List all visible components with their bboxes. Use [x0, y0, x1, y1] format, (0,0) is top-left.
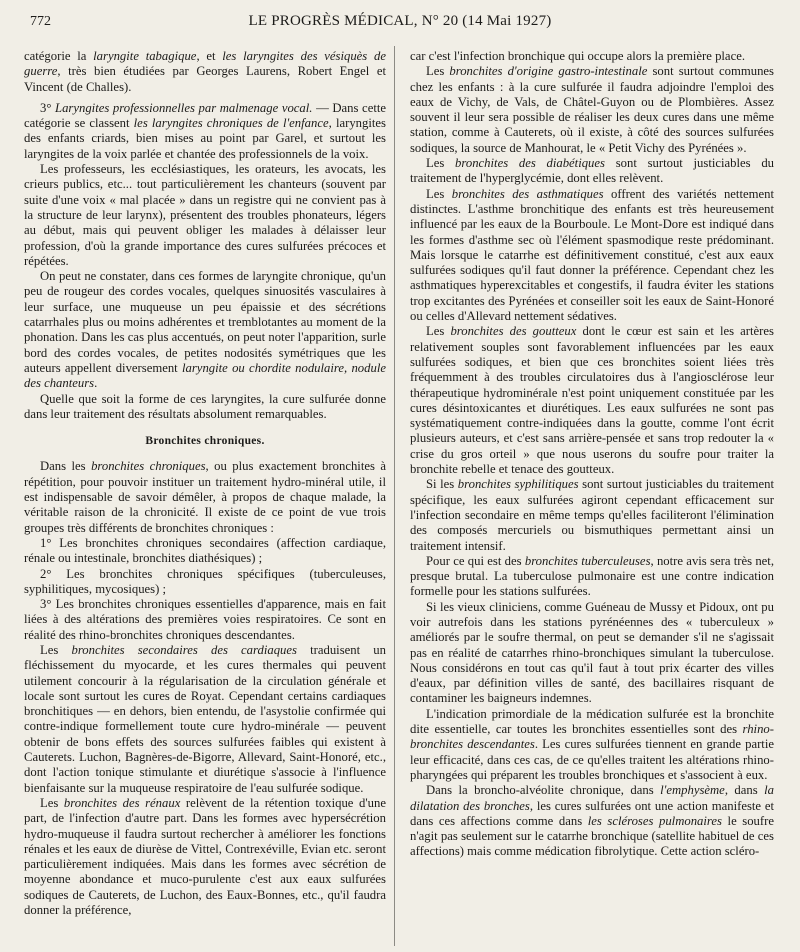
paragraph: Les bronchites des rénaux relèvent de la rétention toxique d'une part, de l'infection d'autre part. Dans les formes avec hypersécrétion hydro-muqueuse il faudra surtout rechercher à améliorer les fonctions rénales et les eaux de diurèse de Vittel, Contrexéville, Evian etc. seront particulièrement indiquées. Mais dans les formes avec sécrétion de moyenne abondance et muco-purulente c'est aux eaux sulfurées sodiques de Cauterets, de Luchon, des Eaux-Bonnes, etc., qu'il faudra donner la préférence,: [24, 795, 386, 918]
list-item: 3° Les bronchites chroniques essentielles d'apparence, mais en fait liées à des altérations des premières voies respiratoires. Ce sont en réalité des rhino-bronchites chroniques descendantes.: [24, 597, 386, 642]
page-header: [0, 0, 800, 40]
right-column: [410, 49, 774, 860]
paragraph: Dans la broncho-alvéolite chronique, dans l'emphysème, dans la dilatation des bronches, les cures sulfurées ont une action manifeste et dans ces affections comme dans les scléroses pulmonaires le soufre n'agit pas seulement sur le catarrhe bronchique (satellite habituel de ces affections) mais comme médication fibrolytique. Cette action scléro-: [410, 783, 774, 859]
paragraph: Les bronchites des goutteux dont le cœur est sain et les artères relativement souples sont favorablement influencées par les eaux sulfurées sodiques, et bien que ces bronchites soient liées très fréquemment à des troubles circulatoires dus à l'angiosclérose leur thérapeutique hydrominérale n'est point uniquement constituée par les cures désintoxicantes et diurétiques. Les eaux sulfurées ne sont pas systématiquement contre-indiquées dans la goutte, comme l'ont écrit plusieurs auteurs, et c'est sans arrière-pensée et sans trop redouter la « crise du gros orteil » que nous userons du soufre pour traiter la bronchite rebelle et tenace des goutteux.: [410, 324, 774, 477]
page-number: 772: [30, 14, 51, 29]
paragraph: Si les vieux cliniciens, comme Guéneau de Mussy et Pidoux, ont pu voir autrefois dans les stations pyrénéennes des « tuberculeux » améliorés par le soufre thermal, on peut se demander s'il ne s'agissait pas en réalité de catarrhes rhino-bronchiques simulant la tuberculose. Nous considérons en tout cas qu'il faut à tout prix écarter des villes d'eaux, par définition villes de santé, des bacillaires risquant de contaminer les baigneurs indemnes.: [410, 599, 774, 706]
paragraph: Les bronchites des asthmatiques offrent des variétés nettement distinctes. L'asthme bronchitique des enfants est très heureusement influencé par les eaux de la Bourboule. Le Mont-Dore est indiqué dans les formes d'asthme sec où l'élément spasmodique reste prédominant. Mais lorsque le catarrhe est définitivement constitué, c'est aux eaux sulfurées sodiques qu'il faut donner la préférence. Cependant chez les asthmatiques hyperexcitables et congestifs, il faudra éviter les stations trop excitantes des Pyrénées et conseiller soit les eaux de Saint-Honoré ou celles d'Allevard nettement sédatives.: [410, 186, 774, 324]
paragraph: Les professeurs, les ecclésiastiques, les orateurs, les avocats, les crieurs publics, etc... tout particulièrement les chanteurs (souvent par suite d'une voix « mal placée » dans un registre qui ne convient pas à la structure de leur larynx), présentent des troubles phonateurs, légers au début, mais qui peuvent obliger les malades à délaisser leur profession, d'où la grande importance des cures sulfurées précoces et répétées.: [24, 162, 386, 268]
paragraph: 3° Laryngites professionnelles par malmenage vocal. — Dans cette catégorie se classent les laryngites chroniques de l'enfance, laryngites des enfants criards, bien mises au point par Garel, et surtout les laryngites de la voix parlée et chantée des professionnels de la voix.: [24, 100, 387, 161]
paragraph: On peut ne constater, dans ces formes de laryngite chronique, qu'un peu de rougeur des cordes vocales, quelques sinuosités vasculaires à leur surface, une muqueuse un peu épaissie et des sécrétions catarrhales plus ou moins adhérentes et tremblotantes au moment de la phonation. Dans les cas plus accentués, on peut noter l'apparition, surle bord des cordes vocales, de petites nodosités symétriques que les auteurs appellent diversement laryngite ou chordite nodulaire, nodule des chanteurs.: [24, 269, 386, 391]
paragraph: Si les bronchites syphilitiques sont surtout justiciables du traitement spécifique, les eaux sulfurées agiront cependant efficacement sur l'infection secondaire en même temps qu'elles faciliteront l'élimination des composés mercuriels ou bismuthiques permettant ainsi un traitement intensif.: [410, 477, 774, 553]
paragraph: Quelle que soit la forme de ces laryngites, la cure sulfurée donne dans leur traitement des résultats absolument remarquables.: [24, 391, 386, 421]
list-item: 1° Les bronchites chroniques secondaires (affection cardiaque, rénale ou intestinale, bronchites diathésiques) ;: [24, 535, 386, 566]
paragraph: Les bronchites d'origine gastro-intestinale sont surtout communes chez les enfants : à la cure sulfurée il faudra adjoindre l'emploi des eaux de Vichy, de Vals, de Châtel-Guyon ou de Plombières. Assez souvent il leur sera possible de réaliser les deux cures dans une même station, comme à Cauterets, où il existe, à côté des sources sulfurées sodiques, la source de Manhourat, le « Petit Vichy des Pyrénées ».: [410, 64, 774, 155]
column-divider: [394, 46, 395, 946]
paragraph: L'indication primordiale de la médication sulfurée est la bronchite dite essentielle, car toutes les bronchites essentielles sont des rhino-bronchites descendantes. Les cures sulfurées tiennent en grande partie leur efficacité, dans ces cas, de ce qu'elles traitent les altérations rhino-pharyngées qui préparent les troubles bronchiques et s'associent à eux.: [410, 706, 774, 782]
paragraph: Pour ce qui est des bronchites tuberculeuses, notre avis sera très net, presque brutal. La tuberculose pulmonaire est une contre indication formelle pour les stations sulfurées.: [410, 553, 774, 599]
section-heading: Bronchites chroniques.: [145, 435, 265, 448]
left-column: [24, 49, 386, 918]
paragraph: catégorie la laryngite tabagique, et les laryngites des vésiquès de guerre, très bien étudiées par Georges Laurens, Robert Engel et Vincent (de Challes).: [24, 49, 386, 94]
paragraph: Dans les bronchites chroniques, ou plus exactement bronchites à répétition, pour pouvoir instituer un traitement hydro-minéral utile, il est indispensable de savoir démêler, à propos de chaque malade, la véritable raison de la chronicité. Il existe de ce point de vue trois groupes très différents de bronchites chroniques :: [24, 459, 386, 535]
paragraph: Les bronchites secondaires des cardiaques traduisent un fléchissement du myocarde, et les cures thermales qui peuvent utilement concourir à la régularisation de la circulation générale et locale sont surtout les cures de Royat. Cependant certains cardiaques bronchitiques — en dehors, bien entendu, de l'asystolie confirmée qui contre-indique formellement toute cure hydro-minérale — peuvent obtenir de bons effets des sources sulfurées faibles qui existent à Cauterets. Luchon, Bagnères-de-Bigorre, Allevard, Saint-Honoré, etc., dont l'action tonique stimulante et diurétique s'associe à l'influence bienfaisante sur la muqueuse respiratoire de l'eau sulfurée sodique.: [24, 642, 386, 795]
journal-title: LE PROGRÈS MÉDICAL, N° 20 (14 Mai 1927): [248, 13, 552, 29]
paragraph: Les bronchites des diabétiques sont surtout justiciables du traitement de l'hyperglycémie, dont elles relèvent.: [410, 156, 775, 186]
paragraph: car c'est l'infection bronchique qui occupe alors la première place.: [410, 49, 745, 63]
list-item: 2° Les bronchites chroniques spécifiques (tuberculeuses, syphilitiques, mycosiques) ;: [24, 566, 386, 596]
